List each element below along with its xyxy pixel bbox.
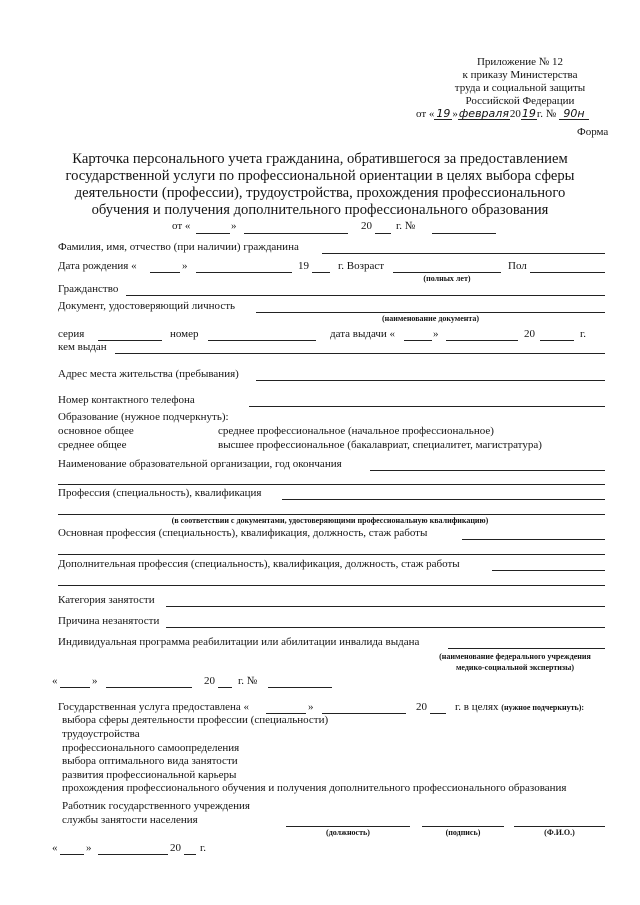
- issue-date-label: дата выдачи «: [330, 328, 396, 340]
- annex-date: [416, 108, 589, 120]
- ipra-date-close: »: [92, 675, 98, 687]
- issue-g: г.: [580, 328, 587, 340]
- main-prof-label: Основная профессия (специальность), квалификация, должность, стаж работы: [58, 527, 428, 539]
- ipra-num-line[interactable]: [268, 687, 332, 688]
- ipra-label: Индивидуальная программа реабилитации или абилитации инвалида выдана: [58, 636, 420, 648]
- sign-g: г.: [200, 842, 207, 854]
- annex-number: 90н: [559, 108, 589, 120]
- birth-year-prefix: 19: [298, 260, 309, 272]
- worker-line-2: службы занятости населения: [62, 814, 198, 826]
- service-goals-label: [455, 702, 584, 713]
- main-prof-line-1[interactable]: [462, 539, 605, 540]
- profession-label: Профессия (специальность), квалификация: [58, 487, 262, 499]
- edu-basic[interactable]: основное общее: [58, 425, 134, 437]
- ipra-num-label: г. №: [238, 675, 258, 687]
- title-line-1: Карточка персонального учета гражданина, обратившегося за предоставлением: [72, 151, 568, 167]
- annex-date-month: февраля: [458, 107, 509, 120]
- age-line[interactable]: [393, 272, 501, 273]
- annex-date-sep: »: [452, 108, 458, 120]
- edu-secondary[interactable]: среднее общее: [58, 439, 127, 451]
- ipra-day-line[interactable]: [60, 687, 90, 688]
- title-line-4: обучения и получения дополнительного профессионального образования: [91, 202, 549, 218]
- title-day-line[interactable]: [196, 233, 230, 234]
- address-line[interactable]: [256, 380, 605, 381]
- series-line[interactable]: [98, 340, 162, 341]
- goal-item[interactable]: профессионального самоопределения: [62, 742, 240, 754]
- extra-prof-line-1[interactable]: [492, 570, 605, 571]
- full-years-hint: (полных лет): [423, 274, 471, 283]
- fio-label: Фамилия, имя, отчество (при наличии) гражданина: [58, 241, 299, 253]
- prof-hint: (в соответствии с документами, удостоверяющими профессиональную квалификацию): [171, 516, 489, 525]
- education-label: Образование (нужное подчеркнуть):: [58, 411, 229, 423]
- birth-month-line[interactable]: [196, 272, 292, 273]
- extra-prof-line-2[interactable]: [58, 585, 605, 586]
- employment-line[interactable]: [166, 606, 605, 607]
- goal-item[interactable]: прохождения профессионального обучения и получения дополнительного профессионального образования: [62, 782, 567, 794]
- birth-label: Дата рождения «: [58, 260, 137, 272]
- goal-item[interactable]: выбора оптимального вида занятости: [62, 755, 238, 767]
- title-month-line[interactable]: [244, 233, 348, 234]
- service-label: Государственная услуга предоставлена «: [58, 701, 250, 713]
- sign-day-line[interactable]: [60, 854, 84, 855]
- number-label: номер: [170, 328, 199, 340]
- issue-date-close: »: [433, 328, 439, 340]
- fio-sign-line[interactable]: [514, 826, 605, 827]
- annex-date-day: 19: [436, 107, 451, 120]
- ipra-month-line[interactable]: [106, 687, 192, 688]
- service-close: »: [308, 701, 314, 713]
- sex-label: Пол: [508, 260, 527, 272]
- title-line-3: деятельности (профессии), трудоустройства, прохождения профессионального: [74, 185, 566, 201]
- main-prof-line-2[interactable]: [58, 554, 605, 555]
- sex-line[interactable]: [530, 272, 605, 273]
- goal-item[interactable]: трудоустройства: [62, 728, 140, 740]
- worker-line-1: Работник государственного учреждения: [62, 800, 250, 812]
- edu-higher[interactable]: высшее профессиональное (бакалавриат, специалитет, магистратура): [218, 439, 542, 451]
- unemployment-line[interactable]: [166, 627, 605, 628]
- sign-year-line[interactable]: [184, 854, 196, 855]
- edu-org-line-1[interactable]: [370, 470, 605, 471]
- employment-label: Категория занятости: [58, 594, 155, 606]
- service-year: 20: [416, 701, 427, 713]
- citizenship-label: Гражданство: [58, 283, 119, 295]
- issue-day-line[interactable]: [404, 340, 432, 341]
- title-num-line[interactable]: [432, 233, 496, 234]
- title-year-line[interactable]: [375, 233, 391, 234]
- ipra-hint-2: медико-социальной экспертизы): [455, 663, 575, 672]
- annex-line-3: труда и социальной защиты: [454, 82, 586, 94]
- birth-close: »: [182, 260, 188, 272]
- goal-item[interactable]: развития профессиональной карьеры: [62, 769, 237, 781]
- profession-line-2[interactable]: [58, 514, 605, 515]
- position-hint: (должность): [326, 828, 370, 837]
- annex-line-4: Российской Федерации: [465, 95, 575, 107]
- address-label: Адрес места жительства (пребывания): [58, 368, 239, 380]
- document-line[interactable]: [256, 312, 605, 313]
- edu-org-line-2[interactable]: [58, 484, 605, 485]
- service-year-line[interactable]: [430, 713, 446, 714]
- position-line[interactable]: [286, 826, 410, 827]
- annex-year-prefix: 20: [509, 108, 521, 120]
- service-hint: (нужное подчеркнуть):: [501, 703, 585, 712]
- age-label: г. Возраст: [338, 260, 385, 272]
- ipra-hint-1: (наименование федерального учреждения: [439, 652, 591, 661]
- annex-year: 19: [521, 107, 536, 120]
- sign-month-line[interactable]: [98, 854, 168, 855]
- issued-by-line[interactable]: [115, 353, 605, 354]
- fio-hint: (Ф.И.О.): [544, 828, 575, 837]
- ipra-line[interactable]: [448, 648, 605, 649]
- title-year: 20: [361, 220, 372, 232]
- issued-by-label: кем выдан: [58, 341, 107, 353]
- sign-date-open: «: [52, 842, 58, 854]
- annex-line-1: Приложение № 12: [476, 56, 564, 68]
- goal-item[interactable]: выбора сферы деятельности профессии (специальности): [62, 714, 329, 726]
- extra-prof-label: Дополнительная профессия (специальность), квалификация, должность, стаж работы: [58, 558, 460, 570]
- profession-line-1[interactable]: [282, 499, 605, 500]
- title-date-close: »: [231, 220, 237, 232]
- issue-month-line[interactable]: [446, 340, 518, 341]
- annex-number-prefix: г. №: [536, 108, 557, 120]
- ipra-date-open: «: [52, 675, 58, 687]
- title-num-label: г. №: [396, 220, 416, 232]
- series-label: серия: [58, 328, 85, 340]
- issue-year-line[interactable]: [540, 340, 574, 341]
- sign-line[interactable]: [422, 826, 504, 827]
- unemployment-label: Причина незанятости: [58, 615, 160, 627]
- birth-year-line[interactable]: [312, 272, 330, 273]
- ipra-year: 20: [204, 675, 215, 687]
- phone-line[interactable]: [249, 406, 605, 407]
- citizenship-line[interactable]: [126, 295, 605, 296]
- annex-date-prefix: от «: [416, 108, 435, 120]
- issue-year-prefix: 20: [524, 328, 535, 340]
- phone-label: Номер контактного телефона: [58, 394, 195, 406]
- document-label: Документ, удостоверяющий личность: [58, 300, 236, 312]
- sign-year: 20: [170, 842, 181, 854]
- annex-line-2: к приказу Министерства: [462, 69, 578, 81]
- edu-spo[interactable]: среднее профессиональное (начальное профессиональное): [218, 425, 494, 437]
- service-month-line[interactable]: [322, 713, 406, 714]
- edu-org-label: Наименование образовательной организации, год окончания: [58, 458, 342, 470]
- title-line-2: государственной услуги по профессиональной ориентации в целях выбора сферы: [65, 168, 575, 184]
- forma-label: Форма: [577, 126, 609, 138]
- doc-name-hint: (наименование документа): [381, 314, 480, 323]
- service-goals-text: г. в целях: [455, 701, 499, 713]
- title-date-from: от «: [172, 220, 191, 232]
- number-line[interactable]: [208, 340, 316, 341]
- fio-line[interactable]: [322, 253, 605, 254]
- sign-hint: (подпись): [445, 828, 481, 837]
- birth-day-line[interactable]: [150, 272, 180, 273]
- sign-date-close: »: [86, 842, 92, 854]
- ipra-year-line[interactable]: [218, 687, 232, 688]
